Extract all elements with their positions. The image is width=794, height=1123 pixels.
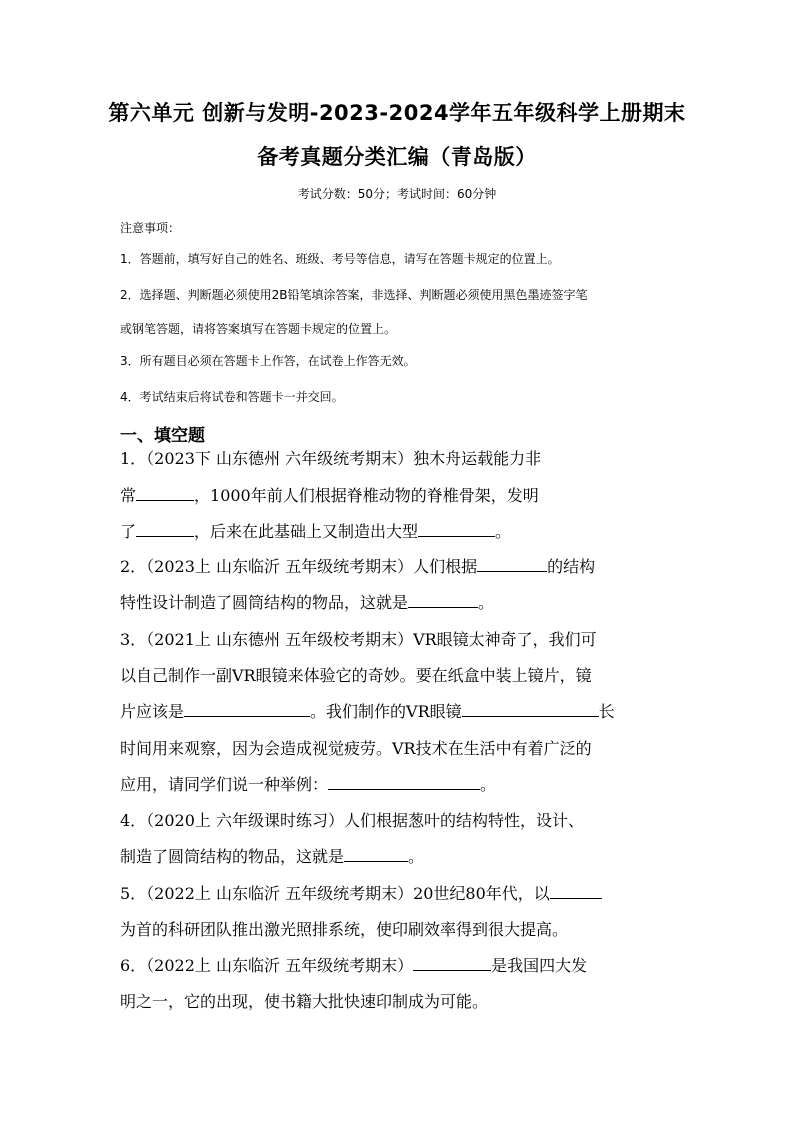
q5-text-b: 为首的科研团队推出激光照排系统，使印刷效率得到很大提高。 (120, 920, 569, 939)
q4-text-b: 制造了圆筒结构的物品，这就是 (120, 847, 345, 866)
q2-text-d: 。 (478, 593, 495, 612)
question-2-line-2 (120, 585, 494, 620)
q3-text-e: 长 (598, 702, 615, 721)
q3-text-f: 时间用来观察，因为会造成视觉疲劳。VR技术在生活中有着广泛的 (120, 739, 592, 758)
q3-text-a: 3．（2021上 山东德州 五年级校考期末）VR眼镜太神奇了，我们可 (120, 630, 597, 649)
q3-text-g: 应用，请同学们说一种举例： (120, 775, 329, 794)
q1-text-b: 常 (120, 486, 137, 505)
section-title: 一、填空题 (120, 426, 205, 446)
note-4: 4．考试结束后将试卷和答题卡一并交回。 (120, 390, 344, 404)
question-3-line-1 (120, 622, 597, 657)
answer-blank-q3-1[interactable] (184, 698, 310, 717)
q6-text-b: 是我国四大发 (491, 956, 588, 975)
q3-text-b: 以自己制作一副VR眼镜来体验它的奇妙。要在纸盒中装上镜片，镜 (120, 666, 592, 685)
q5-text-a: 5．（2022上 山东临沂 五年级统考期末）20世纪80年代，以 (120, 884, 550, 903)
q3-text-c: 片应该是 (120, 702, 185, 721)
answer-blank-q6-1[interactable] (413, 952, 491, 971)
q1-text-a: 1．（2023下 山东德州 六年级统考期末）独木舟运载能力非 (120, 449, 542, 468)
q3-text-h: 。 (480, 775, 497, 794)
q1-text-f: 。 (495, 522, 512, 541)
page-title: 第六单元 创新与发明-2023-2024学年五年级科学上册期末 (108, 101, 686, 125)
note-1: 1．答题前，填写好自己的姓名、班级、考号等信息，请写在答题卡规定的位置上。 (120, 252, 560, 266)
answer-blank-q5-1[interactable] (550, 880, 602, 899)
note-3: 3．所有题目必须在答题卡上作答，在试卷上作答无效。 (120, 354, 416, 368)
answer-blank-q3-3[interactable] (328, 771, 480, 790)
question-6-line-2 (120, 984, 488, 1019)
question-6-line-1 (120, 948, 587, 983)
q2-text-a: 2．（2023上 山东临沂 五年级统考期末）人们根据 (120, 557, 478, 576)
exam-info: 考试分数：50分；考试时间：60分钟 (297, 187, 497, 201)
answer-blank-q2-1[interactable] (477, 553, 547, 572)
note-2-line1: 2．选择题、判断题必须使用2B铅笔填涂答案，非选择、判断题必须使用黑色墨迹签字笔 (120, 288, 588, 302)
q2-text-b: 的结构 (547, 557, 596, 576)
page-subtitle: 备考真题分类汇编（青岛版） (257, 145, 537, 169)
question-3-line-5 (120, 767, 496, 802)
q2-text-c: 特性设计制造了圆筒结构的物品，这就是 (120, 593, 409, 612)
question-3-line-4 (120, 731, 592, 766)
question-4-line-1 (120, 803, 584, 838)
q4-text-a: 4．（2020上 六年级课时练习）人们根据葱叶的结构特性，设计、 (120, 811, 584, 830)
answer-blank-q1-2[interactable] (136, 518, 194, 537)
question-3-line-2 (120, 658, 592, 693)
answer-blank-q1-1[interactable] (136, 482, 194, 501)
answer-blank-q3-2[interactable] (462, 698, 599, 717)
q1-text-d: 了 (120, 522, 137, 541)
answer-blank-q2-2[interactable] (408, 589, 478, 608)
note-2-line2: 或钢笔答题，请将答案填写在答题卡规定的位置上。 (120, 322, 397, 336)
question-3-line-3 (120, 694, 615, 729)
question-4-line-2 (120, 839, 424, 874)
q1-text-e: ，后来在此基础上又制造出大型 (194, 522, 419, 541)
q6-text-c: 明之一，它的出现，使书籍大批快速印制成为可能。 (120, 992, 489, 1011)
question-1-line-2 (120, 478, 539, 513)
question-5-line-1 (120, 876, 602, 911)
question-5-line-2 (120, 912, 568, 947)
question-2-line-1 (120, 549, 595, 584)
q1-text-c: ，1000年前人们根据脊椎动物的脊椎骨架，发明 (194, 486, 539, 505)
notes-heading: 注意事项： (120, 221, 181, 235)
q3-text-d: 。我们制作的VR眼镜 (310, 702, 462, 721)
q4-text-c: 。 (408, 847, 425, 866)
answer-blank-q4-1[interactable] (344, 843, 408, 862)
question-1-line-3 (120, 514, 511, 549)
q6-text-a: 6．（2022上 山东临沂 五年级统考期末） (120, 956, 414, 975)
answer-blank-q1-3[interactable] (418, 518, 495, 537)
question-1-line-1 (120, 441, 541, 476)
